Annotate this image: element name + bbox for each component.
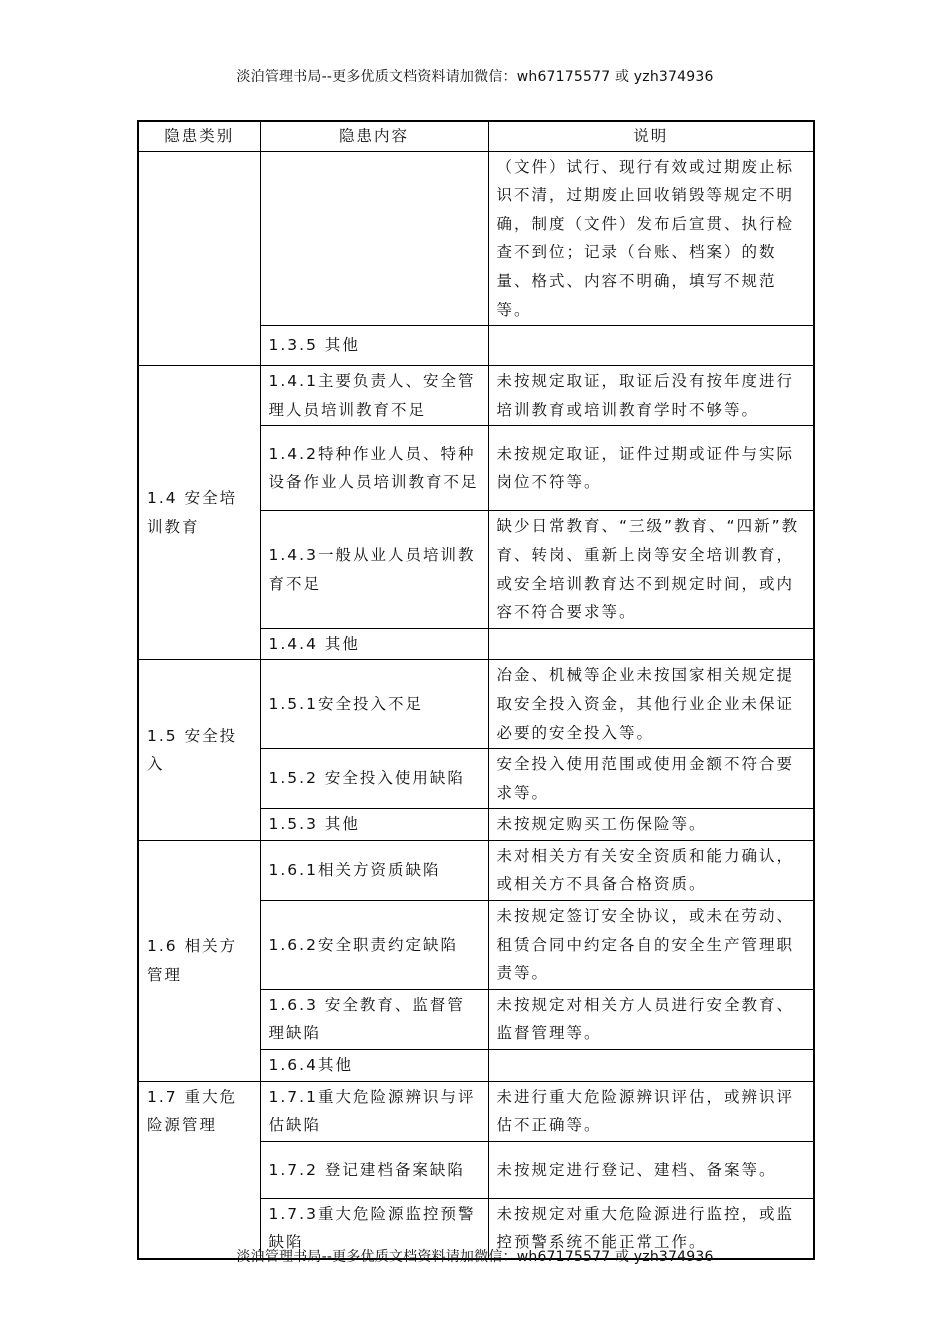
content-cell: 1.4.2特种作业人员、特种设备作业人员培训教育不足 (260, 426, 488, 511)
note-cell: 安全投入使用范围或使用金额不符合要求等。 (488, 749, 814, 809)
note-cell (488, 1050, 814, 1082)
note-cell: 冶金、机械等企业未按国家相关规定提取安全投入资金，其他行业企业未保证必要的安全投入等。 (488, 660, 814, 749)
note-cell: 未按规定取证，证件过期或证件与实际岗位不符等。 (488, 426, 814, 511)
category-cell: 1.4 安全培训教育 (138, 366, 260, 660)
note-cell: 未按规定对重大危险源进行监控，或监控预警系统不能正常工作。 (488, 1198, 814, 1259)
content-cell: 1.7.3重大危险源监控预警缺陷 (260, 1198, 488, 1259)
content-cell: 1.3.5 其他 (260, 326, 488, 366)
content-cell: 1.7.2 登记建档备案缺陷 (260, 1141, 488, 1198)
note-cell (488, 628, 814, 660)
note-cell: 未进行重大危险源辨识评估，或辨识评估不正确等。 (488, 1081, 814, 1141)
header-category: 隐患类别 (138, 121, 260, 151)
category-cell: 1.5 安全投入 (138, 660, 260, 841)
table-row (138, 840, 814, 900)
content-cell: 1.6.2安全职责约定缺陷 (260, 901, 488, 990)
note-cell: 未按规定进行登记、建档、备案等。 (488, 1141, 814, 1198)
content-cell: 1.5.1安全投入不足 (260, 660, 488, 749)
note-cell: 未按规定取证，取证后没有按年度进行培训教育或培训教育学时不够等。 (488, 366, 814, 426)
note-cell: 未按规定签订安全协议，或未在劳动、租赁合同中约定各自的安全生产管理职责等。 (488, 901, 814, 990)
content-cell: 1.6.1相关方资质缺陷 (260, 840, 488, 900)
category-cell-empty (138, 151, 260, 366)
hazard-table (137, 120, 815, 1260)
note-cell: （文件）试行、现行有效或过期废止标识不清，过期废止回收销毁等规定不明确，制度（文件）发布后宣贯、执行检查不到位；记录（台账、档案）的数量、格式、内容不明确，填写不规范等。 (488, 151, 814, 326)
category-cell: 1.6 相关方管理 (138, 840, 260, 1081)
header-note: 说明 (488, 121, 814, 151)
content-cell: 1.6.4其他 (260, 1050, 488, 1082)
table-row (138, 1081, 814, 1141)
table-header-row (138, 121, 814, 151)
content-cell: 1.5.3 其他 (260, 809, 488, 841)
content-cell: 1.4.1主要负责人、安全管理人员培训教育不足 (260, 366, 488, 426)
content-cell: 1.4.3一般从业人员培训教育不足 (260, 511, 488, 628)
category-cell: 1.7 重大危险源管理 (138, 1081, 260, 1259)
content-cell: 1.6.3 安全教育、监督管理缺陷 (260, 989, 488, 1049)
content-cell: 1.7.1重大危险源辨识与评估缺陷 (260, 1081, 488, 1141)
page-header: 淡泊管理书局--更多优质文档资料请加微信：wh67175577 或 yzh374936 (236, 69, 714, 85)
content-cell: 1.4.4 其他 (260, 628, 488, 660)
table-row (138, 366, 814, 426)
note-cell (488, 326, 814, 366)
content-cell: 1.5.2 安全投入使用缺陷 (260, 749, 488, 809)
content-cell-empty (260, 151, 488, 326)
header-content: 隐患内容 (260, 121, 488, 151)
note-cell: 缺少日常教育、“三级”教育、“四新”教育、转岗、重新上岗等安全培训教育，或安全培训教育达不到规定时间，或内容不符合要求等。 (488, 511, 814, 628)
note-cell: 未对相关方有关安全资质和能力确认，或相关方不具备合格资质。 (488, 840, 814, 900)
table-row (138, 151, 814, 326)
note-cell: 未按规定购买工伤保险等。 (488, 809, 814, 841)
note-cell: 未按规定对相关方人员进行安全教育、监督管理等。 (488, 989, 814, 1049)
table-row (138, 660, 814, 749)
page-footer: 淡泊管理书局--更多优质文档资料请加微信：wh67175577 或 yzh374936 (236, 1249, 714, 1265)
